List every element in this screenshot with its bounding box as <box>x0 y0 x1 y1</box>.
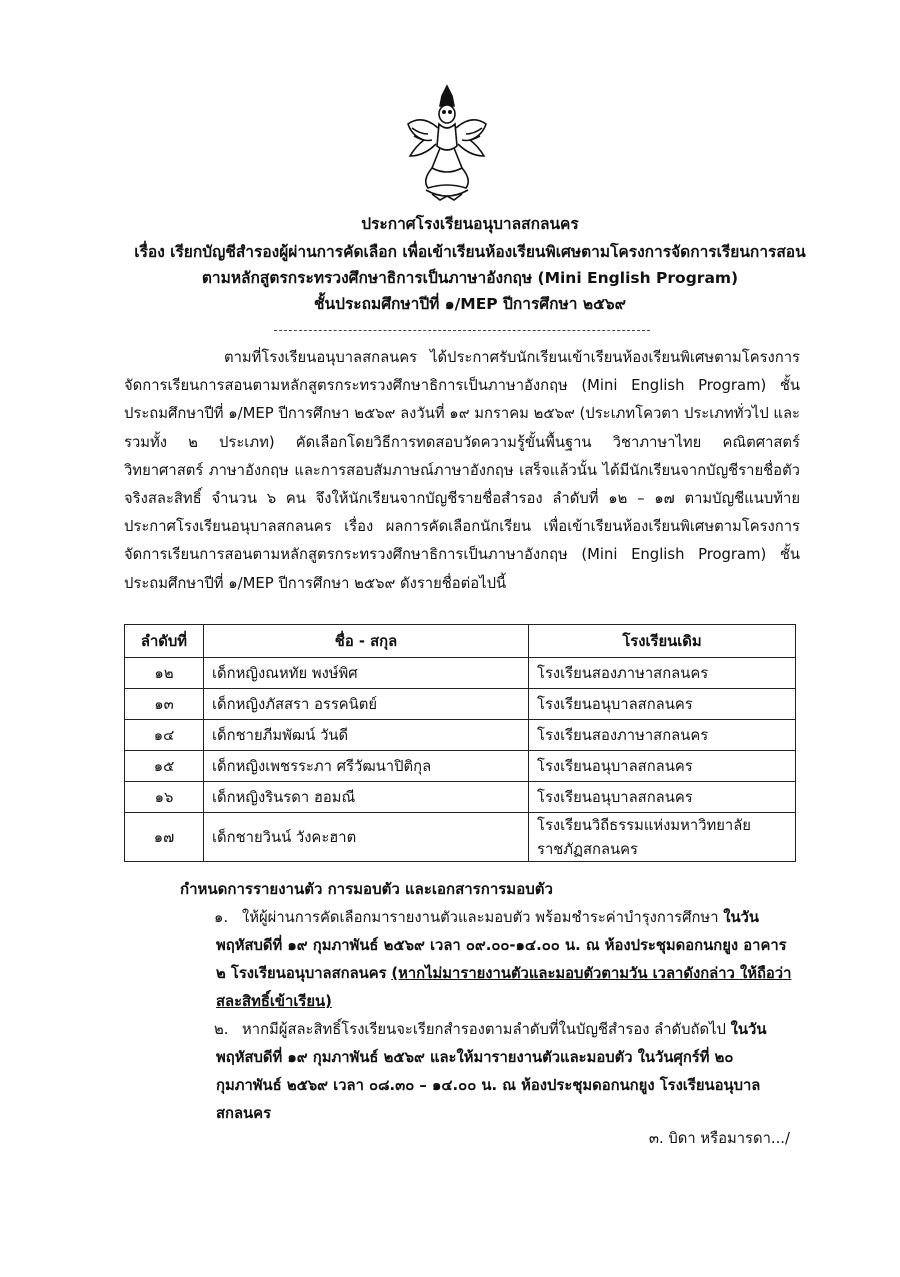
row-school: โรงเรียนสองภาษาสกลนคร <box>529 658 796 689</box>
table-row <box>125 658 796 689</box>
row-order: ๑๕ <box>125 751 204 782</box>
item-number: ๑. <box>214 909 229 926</box>
table-row <box>125 813 796 862</box>
table-row <box>125 782 796 813</box>
item-text: ให้ผู้ผ่านการคัดเลือกมารายงานตัวและมอบตัว พร้อมชำระค่าบำรุงการศึกษา <box>242 909 719 926</box>
item-date-bold: ในวันพฤหัสบดีที่ ๑๙ กุมภาพันธ์ ๒๕๖๙ และให้มารายงานตัวและมอบตัว ในวันศุกร์ที่ ๒๐ กุมภาพันธ์ ๒๕๖๙ เวลา ๐๘.๓๐ – ๑๔.๐๐ น. ณ ห้องประชุมดอกนกยูง โรงเรียนอนุบาลสกลนคร <box>216 1021 767 1122</box>
page-continuation: ๓. บิดา หรือมารดา.../ <box>648 1130 790 1147</box>
announcement-subject-cont: ตามหลักสูตรกระทรวงศึกษาธิการเป็นภาษาอังกฤษ (Mini English Program) <box>201 269 739 287</box>
row-name: เด็กหญิงณหทัย พงษ์พิศ <box>204 658 529 689</box>
schedule-section-title: กำหนดการรายงานตัว การมอบตัว และเอกสารการมอบตัว <box>180 880 553 898</box>
garuda-emblem-icon <box>402 84 492 202</box>
col-header-order: ลำดับที่ <box>125 625 204 658</box>
row-school: โรงเรียนอนุบาลสกลนคร <box>529 689 796 720</box>
row-name: เด็กหญิงรินรดา ฮอมณี <box>204 782 529 813</box>
table-header-row <box>125 625 796 658</box>
row-school: โรงเรียนวิถีธรรมแห่งมหาวิทยาลัยราชภัฏสกลนคร <box>529 813 796 862</box>
row-order: ๑๖ <box>125 782 204 813</box>
intro-paragraph: ตามที่โรงเรียนอนุบาลสกลนคร ได้ประกาศรับนักเรียนเข้าเรียนห้องเรียนพิเศษตามโครงการจัดการเรียนการสอนตามหลักสูตรกระทรวงศึกษาธิการเป็นภาษาอังกฤษ (Mini English Program) ชั้นประถมศึกษาปีที่ ๑/MEP ปีการศึกษา ๒๕๖๙ ลงวันที่ ๑๙ มกราคม ๒๕๖๙ (ประเภทโควตา ประเภททั่วไป และรวมทั้ง ๒ ประเภท) คัดเลือกโดยวิธีการทดสอบวัดความรู้ขั้นพื้นฐาน วิชาภาษาไทย คณิตศาสตร์ วิทยาศาสตร์ ภาษาอังกฤษ และการสอบสัมภาษณ์ภาษาอังกฤษ เสร็จแล้วนั้น ได้มีนักเรียนจากบัญชีรายชื่อตัวจริงสละสิทธิ์ จำนวน ๖ คน จึงให้นักเรียนจากบัญชีรายชื่อสำรอง ลำดับที่ ๑๒ – ๑๗ ตามบัญชีแนบท้ายประกาศโรงเรียนอนุบาลสกลนคร เรื่อง ผลการคัดเลือกนักเรียน เพื่อเข้าเรียนห้องเรียนพิเศษตามโครงการจัดการเรียนการสอนตามหลักสูตรกระทรวงศึกษาธิการเป็นภาษาอังกฤษ (Mini English Program) ชั้นประถมศึกษาปีที่ ๑/MEP ปีการศึกษา ๒๕๖๙ ดังรายชื่อต่อไปนี้ <box>124 349 800 592</box>
announcement-grade-year: ชั้นประถมศึกษาปีที่ ๑/MEP ปีการศึกษา ๒๕๖๙ <box>313 295 626 313</box>
table-row <box>125 720 796 751</box>
reserve-list-table <box>124 624 796 862</box>
item-warning-underline: (หากไม่มารายงานตัวและมอบตัวตามวัน เวลาดังกล่าว ให้ถือว่าสละสิทธิ์เข้าเรียน) <box>216 965 792 1010</box>
divider <box>274 330 650 331</box>
announcement-title: ประกาศโรงเรียนอนุบาลสกลนคร <box>361 215 579 233</box>
row-school: โรงเรียนอนุบาลสกลนคร <box>529 751 796 782</box>
item-number: ๒. <box>214 1021 229 1038</box>
schedule-item-1 <box>214 904 800 1016</box>
row-name: เด็กหญิงภัสสรา อรรคนิตย์ <box>204 689 529 720</box>
row-name: เด็กชายภีมพัฒน์ วันดี <box>204 720 529 751</box>
table-row <box>125 689 796 720</box>
row-order: ๑๓ <box>125 689 204 720</box>
row-order: ๑๒ <box>125 658 204 689</box>
item-text: หากมีผู้สละสิทธิ์โรงเรียนจะเรียกสำรองตามลำดับที่ในบัญชีสำรอง ลำดับถัดไป <box>242 1021 726 1038</box>
schedule-item-2 <box>214 1016 800 1128</box>
table-row <box>125 751 796 782</box>
item-date-bold: ในวันพฤหัสบดีที่ ๑๙ กุมภาพันธ์ ๒๕๖๙ เวลา ๐๙.๐๐-๑๔.๐๐ น. ณ ห้องประชุมดอกนกยูง อาคาร ๒ โรงเรียนอนุบาลสกลนคร <box>216 909 787 982</box>
col-header-name: ชื่อ - สกุล <box>204 625 529 658</box>
col-header-school: โรงเรียนเดิม <box>529 625 796 658</box>
row-order: ๑๗ <box>125 813 204 862</box>
row-school: โรงเรียนอนุบาลสกลนคร <box>529 782 796 813</box>
row-school: โรงเรียนสองภาษาสกลนคร <box>529 720 796 751</box>
row-order: ๑๔ <box>125 720 204 751</box>
announcement-subject: เรื่อง เรียกบัญชีสำรองผู้ผ่านการคัดเลือก เพื่อเข้าเรียนห้องเรียนพิเศษตามโครงการจัดการเรียนการสอน <box>134 243 806 261</box>
row-name: เด็กหญิงเพชรระภา ศรีวัฒนาปิติกุล <box>204 751 529 782</box>
row-name: เด็กชายวินน์ วังคะฮาต <box>204 813 529 862</box>
